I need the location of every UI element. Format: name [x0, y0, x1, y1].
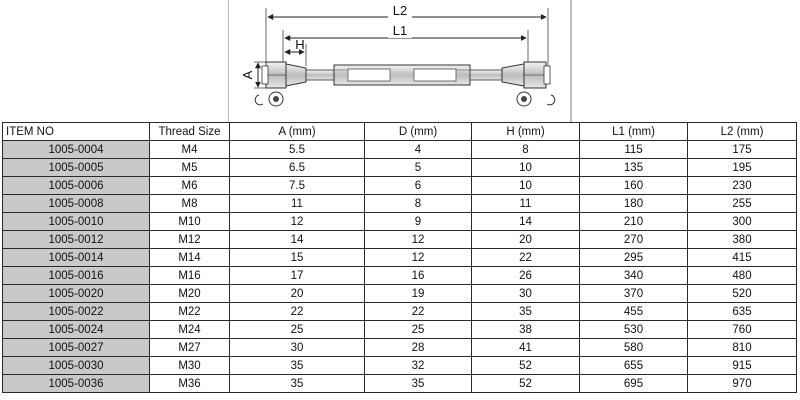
cell-l1: 115: [580, 141, 688, 159]
table-row: [3, 195, 797, 213]
left-threaded-rod: [306, 70, 334, 80]
right-threaded-rod: [470, 70, 502, 80]
table-row: [3, 375, 797, 393]
cell-item-no: 1005-0016: [3, 267, 150, 285]
header-thread-size: Thread Size: [150, 123, 230, 141]
cell-a: 6.5: [230, 159, 365, 177]
cell-thread-size: M16: [150, 267, 230, 285]
cell-l1: 655: [580, 357, 688, 375]
cell-h: 10: [472, 159, 580, 177]
cell-l1: 270: [580, 231, 688, 249]
cell-l2: 970: [688, 375, 797, 393]
cell-a: 15: [230, 249, 365, 267]
cell-l2: 810: [688, 339, 797, 357]
cell-thread-size: M8: [150, 195, 230, 213]
cell-d: 5: [365, 159, 472, 177]
cell-l2: 480: [688, 267, 797, 285]
cell-d: 28: [365, 339, 472, 357]
table-row: [3, 357, 797, 375]
cell-a: 30: [230, 339, 365, 357]
cell-l2: 300: [688, 213, 797, 231]
cell-d: 16: [365, 267, 472, 285]
cell-item-no: 1005-0004: [3, 141, 150, 159]
table-header-row: [3, 123, 797, 141]
turnbuckle-body: [334, 65, 470, 85]
header-l2-mm: L2 (mm): [688, 123, 797, 141]
cell-l2: 760: [688, 321, 797, 339]
table-row: [3, 285, 797, 303]
cell-l1: 580: [580, 339, 688, 357]
cell-l1: 340: [580, 267, 688, 285]
cell-l2: 380: [688, 231, 797, 249]
cell-a: 20: [230, 285, 365, 303]
cell-item-no: 1005-0005: [3, 159, 150, 177]
cell-item-no: 1005-0020: [3, 285, 150, 303]
cell-a: 22: [230, 303, 365, 321]
cell-l1: 160: [580, 177, 688, 195]
cell-thread-size: M36: [150, 375, 230, 393]
cell-item-no: 1005-0022: [3, 303, 150, 321]
cell-l2: 255: [688, 195, 797, 213]
cell-l2: 520: [688, 285, 797, 303]
turnbuckle-diagram: [228, 0, 572, 122]
cell-a: 35: [230, 357, 365, 375]
cell-l2: 635: [688, 303, 797, 321]
table-row: [3, 321, 797, 339]
header-h-mm: H (mm): [472, 123, 580, 141]
cell-d: 9: [365, 213, 472, 231]
table-row: [3, 177, 797, 195]
a-label: A: [240, 70, 255, 80]
cell-a: 5.5: [230, 141, 365, 159]
cell-l2: 230: [688, 177, 797, 195]
table-row: [3, 231, 797, 249]
cell-d: 8: [365, 195, 472, 213]
spec-table: [2, 122, 797, 393]
cell-thread-size: M30: [150, 357, 230, 375]
cell-thread-size: M20: [150, 285, 230, 303]
cell-h: 8: [472, 141, 580, 159]
cell-item-no: 1005-0012: [3, 231, 150, 249]
cell-h: 20: [472, 231, 580, 249]
cell-a: 12: [230, 213, 365, 231]
cell-l1: 455: [580, 303, 688, 321]
cell-d: 22: [365, 303, 472, 321]
cell-d: 4: [365, 141, 472, 159]
cell-a: 14: [230, 231, 365, 249]
right-jaw: [502, 62, 555, 106]
cell-l1: 180: [580, 195, 688, 213]
cell-l1: 210: [580, 213, 688, 231]
table-row: [3, 213, 797, 231]
cell-item-no: 1005-0030: [3, 357, 150, 375]
cell-d: 25: [365, 321, 472, 339]
table-row: [3, 303, 797, 321]
cell-l2: 175: [688, 141, 797, 159]
cell-l1: 530: [580, 321, 688, 339]
cell-thread-size: M14: [150, 249, 230, 267]
cell-item-no: 1005-0008: [3, 195, 150, 213]
cell-l1: 135: [580, 159, 688, 177]
cell-d: 32: [365, 357, 472, 375]
cell-l2: 415: [688, 249, 797, 267]
cell-item-no: 1005-0036: [3, 375, 150, 393]
cell-a: 35: [230, 375, 365, 393]
cell-d: 35: [365, 375, 472, 393]
cell-h: 10: [472, 177, 580, 195]
cell-d: 12: [365, 231, 472, 249]
cell-thread-size: M10: [150, 213, 230, 231]
header-item-no: ITEM NO: [3, 123, 150, 141]
cell-h: 11: [472, 195, 580, 213]
cell-h: 52: [472, 357, 580, 375]
header-a-mm: A (mm): [230, 123, 365, 141]
cell-a: 17: [230, 267, 365, 285]
cell-item-no: 1005-0006: [3, 177, 150, 195]
cell-h: 30: [472, 285, 580, 303]
cell-h: 26: [472, 267, 580, 285]
cell-thread-size: M6: [150, 177, 230, 195]
cell-l1: 295: [580, 249, 688, 267]
cell-l1: 370: [580, 285, 688, 303]
cell-l2: 915: [688, 357, 797, 375]
cell-h: 41: [472, 339, 580, 357]
table-row: [3, 339, 797, 357]
table-row: [3, 159, 797, 177]
left-jaw: [255, 62, 306, 106]
cell-thread-size: M4: [150, 141, 230, 159]
cell-item-no: 1005-0027: [3, 339, 150, 357]
cell-thread-size: M24: [150, 321, 230, 339]
cell-d: 19: [365, 285, 472, 303]
l1-label: L1: [392, 23, 408, 38]
table-row: [3, 141, 797, 159]
cell-h: 38: [472, 321, 580, 339]
turnbuckle-drawing: [228, 0, 572, 122]
table-row: [3, 267, 797, 285]
cell-h: 35: [472, 303, 580, 321]
cell-h: 22: [472, 249, 580, 267]
cell-thread-size: M5: [150, 159, 230, 177]
cell-a: 11: [230, 195, 365, 213]
table-row: [3, 249, 797, 267]
cell-item-no: 1005-0014: [3, 249, 150, 267]
cell-thread-size: M27: [150, 339, 230, 357]
cell-d: 6: [365, 177, 472, 195]
cell-l2: 195: [688, 159, 797, 177]
cell-l1: 695: [580, 375, 688, 393]
l2-label: L2: [392, 3, 408, 18]
cell-d: 12: [365, 249, 472, 267]
cell-a: 7.5: [230, 177, 365, 195]
header-l1-mm: L1 (mm): [580, 123, 688, 141]
cell-h: 52: [472, 375, 580, 393]
cell-thread-size: M22: [150, 303, 230, 321]
cell-a: 25: [230, 321, 365, 339]
h-label: H: [295, 37, 305, 52]
cell-thread-size: M12: [150, 231, 230, 249]
cell-item-no: 1005-0024: [3, 321, 150, 339]
cell-h: 14: [472, 213, 580, 231]
header-d-mm: D (mm): [365, 123, 472, 141]
cell-item-no: 1005-0010: [3, 213, 150, 231]
